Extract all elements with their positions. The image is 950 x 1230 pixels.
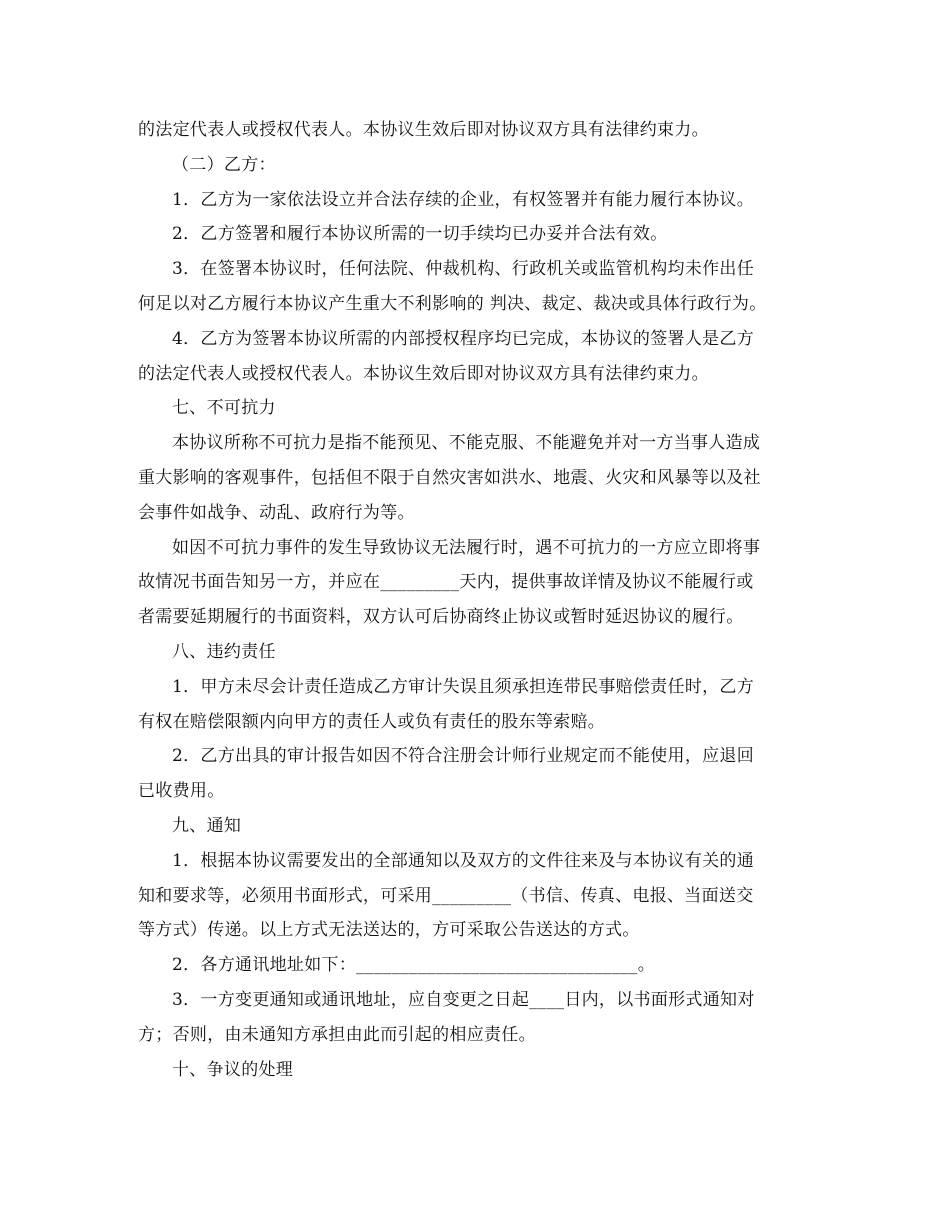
section-heading: 十、争议的处理 [172,1059,294,1080]
section-heading: （二）乙方： [172,154,276,175]
text-line: 已收费用。 [138,781,225,802]
text-line: 2．各方通讯地址如下：________________________________。 [172,955,656,976]
text-line: 重大影响的客观事件，包括但不限于自然灾害如洪水、地震、火灾和风暴等以及社 [138,467,761,488]
section-heading: 八、违约责任 [172,641,276,662]
text-line: 4．乙方为签署本协议所需的内部授权程序均已完成，本协议的签署人是乙方 [172,328,755,349]
text-line: 何足以对乙方履行本协议产生重大不利影响的 判决、裁定、裁决或具体行政行为。 [138,293,767,314]
text-line: 1．乙方为一家依法设立并合法存续的企业，有权签署并有能力履行本协议。 [172,189,755,210]
text-line: 有权在赔偿限额内向甲方的责任人或负有责任的股东等索赔。 [138,711,606,732]
text-line: 本协议所称不可抗力是指不能预见、不能克服、不能避免并对一方当事人造成 [172,433,761,454]
text-line: 3．一方变更通知或通讯地址，应自变更之日起____日内，以书面形式通知对 [172,989,755,1010]
text-line: 1．甲方未尽会计责任造成乙方审计失误且须承担连带民事赔偿责任时，乙方 [172,676,755,697]
text-line: 方；否则，由未通知方承担由此而引起的相应责任。 [138,1024,536,1045]
text-line: 会事件如战争、动乱、政府行为等。 [138,502,415,523]
text-line: 的法定代表人或授权代表人。本协议生效后即对协议双方具有法律约束力。 [138,120,709,140]
text-line: 等方式）传递。以上方式无法送达的，方可采取公告送达的方式。 [138,920,640,941]
text-line: 2．乙方出具的审计报告如因不符合注册会计师行业规定而不能使用，应退回 [172,746,755,767]
text-line: 者需要延期履行的书面资料，双方认可后协商终止协议或暂时延迟协议的履行。 [138,607,744,628]
text-line: 故情况书面告知另一方，并应在_________天内，提供事故详情及协议不能履行或 [138,572,754,593]
text-line: 的法定代表人或授权代表人。本协议生效后即对协议双方具有法律约束力。 [138,363,709,384]
text-line: 2．乙方签署和履行本协议所需的一切手续均已办妥并合法有效。 [172,224,668,245]
text-line: 1．根据本协议需要发出的全部通知以及双方的文件往来及与本协议有关的通 [172,850,755,871]
section-heading: 七、不可抗力 [172,398,276,419]
text-line: 知和要求等，必须用书面形式，可采用_________（书信、传真、电报、当面送交 [138,885,754,906]
section-heading: 九、通知 [172,815,242,836]
document-body [138,113,818,1087]
text-line: 如因不可抗力事件的发生导致协议无法履行时，遇不可抗力的一方应立即将事 [172,537,761,558]
text-line: 3．在签署本协议时，任何法院、仲裁机构、行政机关或监管机构均未作出任 [172,259,755,280]
